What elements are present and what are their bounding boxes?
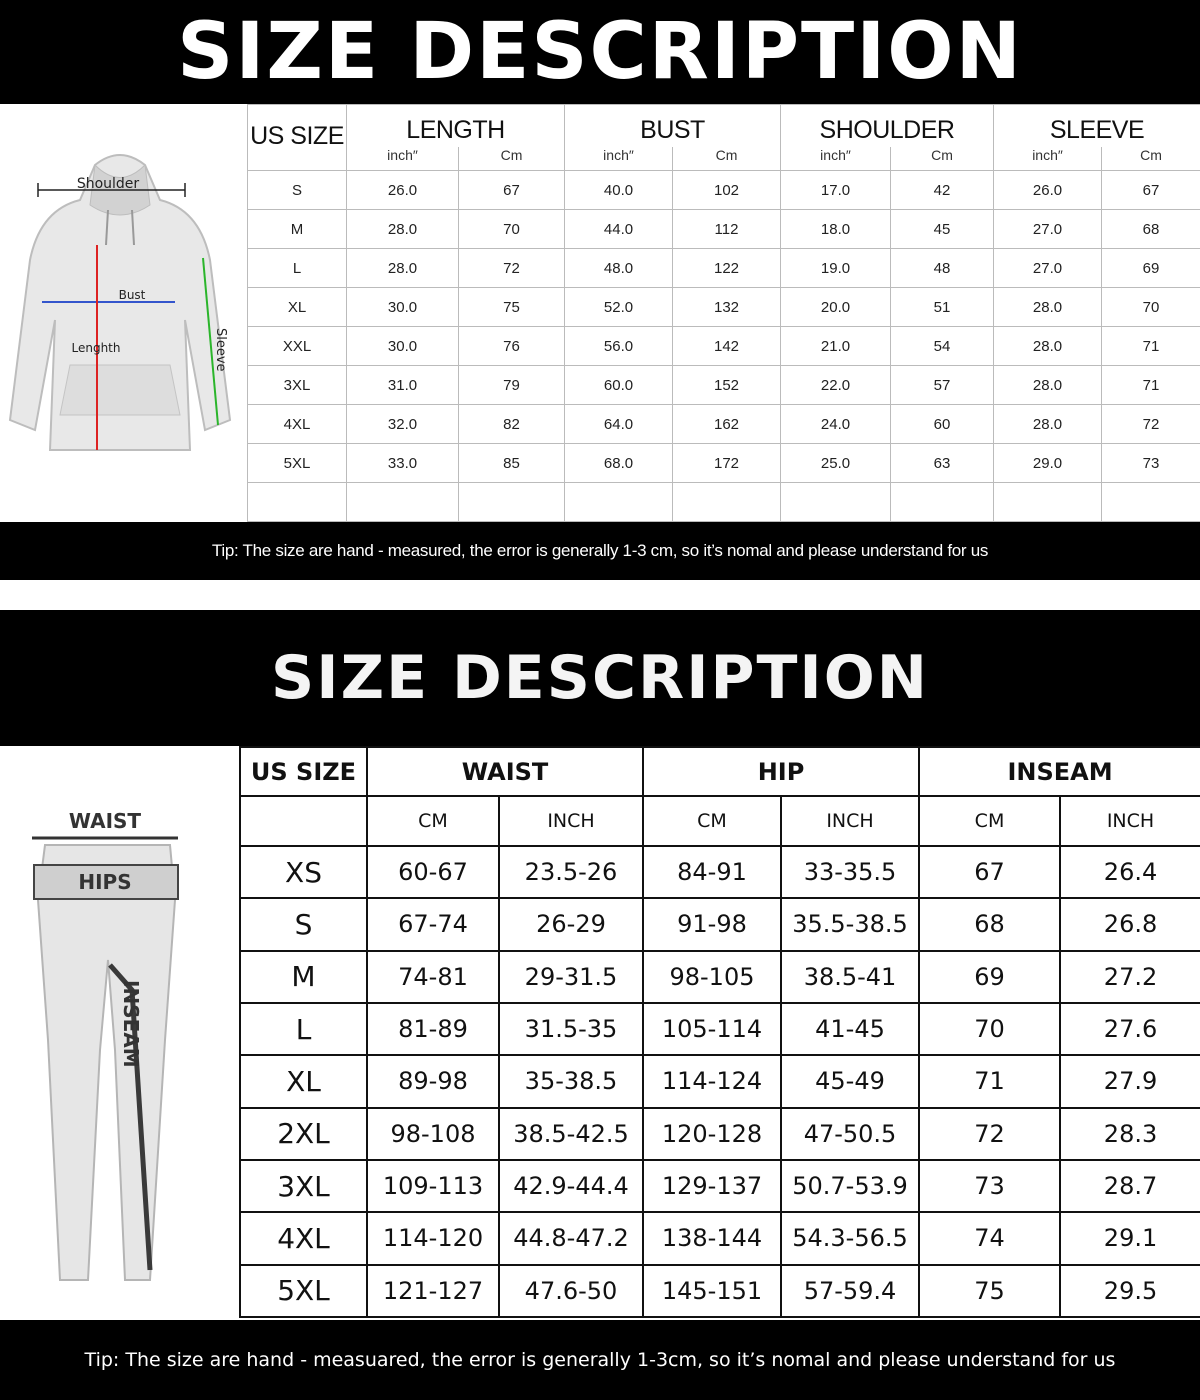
table-row — [240, 1160, 1200, 1212]
table-cell: 38.5-41 — [781, 951, 919, 1003]
sleeve-label: Sleeve — [213, 328, 228, 372]
table-cell: 27.0 — [994, 249, 1102, 288]
table-cell: 26.0 — [994, 171, 1102, 210]
size-cell: M — [248, 210, 347, 249]
table-cell: 112 — [673, 210, 781, 249]
unit-inch: inch″ — [347, 147, 459, 171]
table-cell: 23.5-26 — [499, 846, 643, 898]
table-cell: 145-151 — [643, 1265, 781, 1317]
table-cell: 121-127 — [367, 1265, 499, 1317]
header-hip: HIP — [643, 747, 919, 796]
size-cell: XS — [240, 846, 367, 898]
leggings-tip-text: Tip: The size are hand - measuared, the error is generally 1-3cm, so it’s nomal and please understand for us — [0, 1320, 1200, 1400]
table-cell: 71 — [919, 1055, 1060, 1107]
table-cell: 142 — [673, 327, 781, 366]
size-cell: 5XL — [240, 1265, 367, 1317]
table-row — [240, 951, 1200, 1003]
table-cell: 67-74 — [367, 898, 499, 950]
table-cell: 72 — [1102, 405, 1200, 444]
table-cell: 51 — [891, 288, 994, 327]
table-cell: 172 — [673, 444, 781, 483]
header-inseam: INSEAM — [919, 747, 1200, 796]
table-cell: 72 — [459, 249, 565, 288]
table-cell: 67 — [919, 846, 1060, 898]
table-cell: 129-137 — [643, 1160, 781, 1212]
unit-inch: INCH — [499, 796, 643, 846]
table-cell: 27.6 — [1060, 1003, 1200, 1055]
table-row — [248, 249, 1200, 288]
header-shoulder: SHOULDER — [781, 105, 994, 147]
table-cell: 85 — [459, 444, 565, 483]
table-cell: 35.5-38.5 — [781, 898, 919, 950]
table-cell: 44.0 — [565, 210, 673, 249]
table-row — [248, 210, 1200, 249]
table-cell: 71 — [1102, 366, 1200, 405]
table-cell: 89-98 — [367, 1055, 499, 1107]
table-cell: 63 — [891, 444, 994, 483]
table-cell: 30.0 — [347, 327, 459, 366]
table-cell: 76 — [459, 327, 565, 366]
size-cell: L — [240, 1003, 367, 1055]
table-cell: 31.0 — [347, 366, 459, 405]
leggings-size-table — [239, 746, 1200, 1318]
table-row — [240, 846, 1200, 898]
table-cell: 26.8 — [1060, 898, 1200, 950]
table-cell: 60 — [891, 405, 994, 444]
size-cell: XXL — [248, 327, 347, 366]
table-cell: 18.0 — [781, 210, 891, 249]
table-row-empty — [248, 483, 1200, 522]
table-cell: 102 — [673, 171, 781, 210]
unit-cm: CM — [919, 796, 1060, 846]
table-cell: 60-67 — [367, 846, 499, 898]
header-us-size: US SIZE — [248, 105, 347, 171]
unit-inch: INCH — [781, 796, 919, 846]
table-cell: 138-144 — [643, 1212, 781, 1264]
shoulder-label: Shoulder — [76, 176, 140, 192]
table-cell: 68 — [919, 898, 1060, 950]
table-cell: 26.4 — [1060, 846, 1200, 898]
table-cell: 70 — [1102, 288, 1200, 327]
hoodie-tip-text: Tip: The size are hand - measured, the error is generally 1-3 cm, so it’s nomal and please understand for us — [0, 522, 1200, 580]
table-cell: 20.0 — [781, 288, 891, 327]
table-cell: 54 — [891, 327, 994, 366]
hips-label: HIPS — [78, 870, 132, 894]
table-cell: 114-124 — [643, 1055, 781, 1107]
table-row — [240, 1108, 1200, 1160]
table-cell: 28.0 — [994, 327, 1102, 366]
table-cell: 82 — [459, 405, 565, 444]
table-cell: 81-89 — [367, 1003, 499, 1055]
table-cell: 69 — [1102, 249, 1200, 288]
table-cell: 91-98 — [643, 898, 781, 950]
table-cell: 29.1 — [1060, 1212, 1200, 1264]
header-us-size: US SIZE — [240, 747, 367, 796]
table-cell: 45 — [891, 210, 994, 249]
waist-label: WAIST — [68, 809, 142, 833]
table-row — [240, 898, 1200, 950]
table-cell: 29.5 — [1060, 1265, 1200, 1317]
size-cell: 2XL — [240, 1108, 367, 1160]
table-cell: 68.0 — [565, 444, 673, 483]
table-row — [240, 1055, 1200, 1107]
size-cell: S — [240, 898, 367, 950]
header-sleeve: SLEEVE — [994, 105, 1200, 147]
table-cell: 70 — [459, 210, 565, 249]
table-cell: 48 — [891, 249, 994, 288]
size-cell: XL — [240, 1055, 367, 1107]
table-cell: 162 — [673, 405, 781, 444]
unit-inch: inch″ — [565, 147, 673, 171]
table-row — [240, 1265, 1200, 1317]
table-cell: 30.0 — [347, 288, 459, 327]
table-cell: 28.7 — [1060, 1160, 1200, 1212]
table-cell: 40.0 — [565, 171, 673, 210]
table-cell: 105-114 — [643, 1003, 781, 1055]
size-cell: 5XL — [248, 444, 347, 483]
table-cell: 98-108 — [367, 1108, 499, 1160]
unit-cm: Cm — [891, 147, 994, 171]
table-cell: 75 — [459, 288, 565, 327]
table-cell: 48.0 — [565, 249, 673, 288]
table-cell: 28.0 — [347, 249, 459, 288]
header-length: LENGTH — [347, 105, 565, 147]
unit-cm: CM — [367, 796, 499, 846]
length-label: Lenghth — [71, 341, 121, 355]
unit-inch: inch″ — [781, 147, 891, 171]
table-cell: 21.0 — [781, 327, 891, 366]
unit-inch: INCH — [1060, 796, 1200, 846]
size-cell: 3XL — [248, 366, 347, 405]
table-cell: 28.3 — [1060, 1108, 1200, 1160]
bust-label: Bust — [118, 288, 146, 302]
size-cell: XL — [248, 288, 347, 327]
unit-cm: Cm — [459, 147, 565, 171]
table-cell: 114-120 — [367, 1212, 499, 1264]
table-cell: 132 — [673, 288, 781, 327]
table-cell: 27.0 — [994, 210, 1102, 249]
inseam-label: INSEAM — [119, 980, 143, 1068]
table-cell: 24.0 — [781, 405, 891, 444]
table-cell: 28.0 — [994, 366, 1102, 405]
table-cell: 60.0 — [565, 366, 673, 405]
table-cell: 64.0 — [565, 405, 673, 444]
table-row — [248, 444, 1200, 483]
table-cell: 33.0 — [347, 444, 459, 483]
size-cell: 3XL — [240, 1160, 367, 1212]
table-cell: 74 — [919, 1212, 1060, 1264]
table-cell: 98-105 — [643, 951, 781, 1003]
table-cell: 27.2 — [1060, 951, 1200, 1003]
table-cell: 67 — [1102, 171, 1200, 210]
table-cell: 29-31.5 — [499, 951, 643, 1003]
hoodie-illustration — [0, 150, 245, 480]
table-row — [248, 288, 1200, 327]
table-cell: 152 — [673, 366, 781, 405]
table-cell: 47-50.5 — [781, 1108, 919, 1160]
table-row — [240, 1003, 1200, 1055]
size-cell: 4XL — [248, 405, 347, 444]
table-cell: 42.9-44.4 — [499, 1160, 643, 1212]
table-cell: 41-45 — [781, 1003, 919, 1055]
table-cell: 56.0 — [565, 327, 673, 366]
table-cell: 25.0 — [781, 444, 891, 483]
leggings-size-title: SIZE DESCRIPTION — [0, 610, 1200, 746]
size-cell: M — [240, 951, 367, 1003]
header-bust: BUST — [565, 105, 781, 147]
table-cell: 72 — [919, 1108, 1060, 1160]
table-cell: 109-113 — [367, 1160, 499, 1212]
unit-cm: CM — [643, 796, 781, 846]
table-cell: 54.3-56.5 — [781, 1212, 919, 1264]
table-row — [248, 366, 1200, 405]
table-cell: 68 — [1102, 210, 1200, 249]
table-cell: 69 — [919, 951, 1060, 1003]
hoodie-size-table — [247, 104, 1200, 522]
table-cell: 45-49 — [781, 1055, 919, 1107]
table-cell: 52.0 — [565, 288, 673, 327]
size-cell: L — [248, 249, 347, 288]
table-row — [248, 171, 1200, 210]
table-cell: 57 — [891, 366, 994, 405]
hoodie-size-title: SIZE DESCRIPTION — [0, 0, 1200, 104]
table-cell: 32.0 — [347, 405, 459, 444]
table-row — [248, 327, 1200, 366]
table-row — [248, 405, 1200, 444]
table-cell: 122 — [673, 249, 781, 288]
table-cell: 29.0 — [994, 444, 1102, 483]
table-cell: 33-35.5 — [781, 846, 919, 898]
table-cell: 50.7-53.9 — [781, 1160, 919, 1212]
table-cell: 28.0 — [994, 288, 1102, 327]
table-cell: 74-81 — [367, 951, 499, 1003]
table-cell: 73 — [919, 1160, 1060, 1212]
table-cell: 47.6-50 — [499, 1265, 643, 1317]
table-cell: 79 — [459, 366, 565, 405]
table-cell: 75 — [919, 1265, 1060, 1317]
table-cell: 26-29 — [499, 898, 643, 950]
table-cell: 70 — [919, 1003, 1060, 1055]
table-cell: 73 — [1102, 444, 1200, 483]
leggings-illustration — [0, 790, 238, 1290]
table-cell: 84-91 — [643, 846, 781, 898]
unit-cm: Cm — [1102, 147, 1200, 171]
table-cell: 44.8-47.2 — [499, 1212, 643, 1264]
table-cell: 22.0 — [781, 366, 891, 405]
table-cell: 67 — [459, 171, 565, 210]
header-waist: WAIST — [367, 747, 643, 796]
table-cell: 57-59.4 — [781, 1265, 919, 1317]
table-cell: 120-128 — [643, 1108, 781, 1160]
size-cell: S — [248, 171, 347, 210]
table-cell: 35-38.5 — [499, 1055, 643, 1107]
table-cell: 31.5-35 — [499, 1003, 643, 1055]
table-cell: 38.5-42.5 — [499, 1108, 643, 1160]
table-cell: 19.0 — [781, 249, 891, 288]
table-cell: 26.0 — [347, 171, 459, 210]
unit-inch: inch″ — [994, 147, 1102, 171]
unit-cm: Cm — [673, 147, 781, 171]
table-cell: 27.9 — [1060, 1055, 1200, 1107]
table-cell: 71 — [1102, 327, 1200, 366]
size-cell: 4XL — [240, 1212, 367, 1264]
table-cell: 17.0 — [781, 171, 891, 210]
table-row — [240, 1212, 1200, 1264]
table-cell: 42 — [891, 171, 994, 210]
table-cell: 28.0 — [347, 210, 459, 249]
table-cell: 28.0 — [994, 405, 1102, 444]
